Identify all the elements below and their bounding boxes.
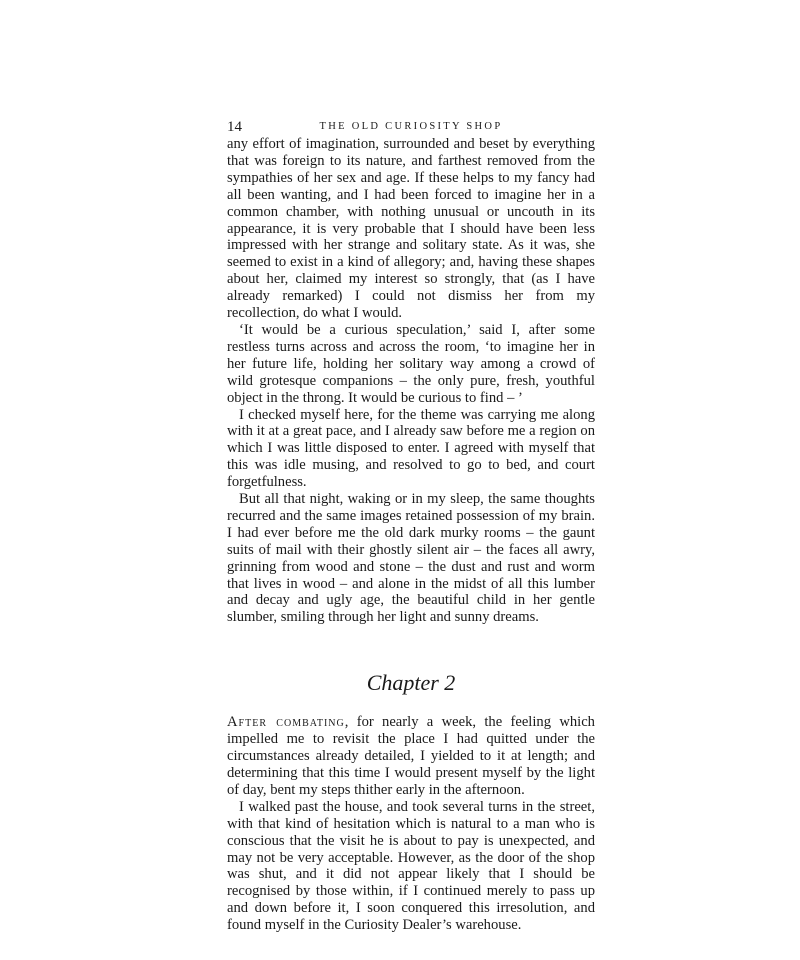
opening-smallcaps: After combating [227,714,345,731]
paragraph: I walked past the house, and took several turns in the street, with that kind of hesitation which is natural to a man who is conscious that the visit he is about to pay is unexpected, and may not be very acceptable. However, as the door of the shop was shut, and it did not appear likely that I should be recognised by those within, if I continued merely to pass up and down before it, I soon conquered this irresolution, and found myself in the Curiosity Dealer’s warehouse. [227,798,595,934]
opening-text: , for nearly a week, the feeling which impelled me to revisit the place I had quitted under the circumstances already detailed, I yielded to it at length; and determining that this time I would present myself by the light of day, bent my steps thither early in the afternoon. [227,714,595,798]
paragraph: ‘It would be a curious speculation,’ said I, after some restless turns across and across the room, ‘to imagine her in her future life, holding her solitary way among a crowd of wild grotesque companions – the only pure, fresh, youthful object in the throng. It would be curious to find – ’ [227,321,595,406]
chapter-title: Chapter 2 [366,670,456,696]
running-head [227,118,595,136]
chapter-opening-paragraph [227,714,595,799]
paragraph: any effort of imagination, surrounded and beset by everything that was foreign to its nature, and farthest removed from the sympathies of her sex and age. If these helps to my fancy had all been wanting, and I had been forced to imagine her in a common chamber, with nothing unusual or uncouth in its appearance, it is very probable that I should have been less impressed with her strange and solitary state. As it was, she seemed to exist in a kind of allegory; and, having these shapes about her, claimed my interest so strongly, that (as I have already remarked) I could not dismiss her from my recollection, do what I would. [227,136,595,322]
paragraph: But all that night, waking or in my sleep, the same thoughts recurred and the same images retained possession of my brain. I had ever before me the old dark murky rooms – the gaunt suits of mail with their ghostly silent air – the faces all awry, grinning from wood and stone – the dust and rust and worm that lives in wood – and alone in the midst of all this lumber and decay and ugly age, the beautiful child in her gentle slumber, smiling through her light and sunny dreams. [227,491,595,626]
book-page [227,118,595,934]
book-title: THE OLD CURIOSITY SHOP [319,121,503,132]
page-number: 14 [227,119,242,135]
paragraph: I checked myself here, for the theme was carrying me along with it at a great pace, and I already saw before me a region on which I was little disposed to enter. I agreed with myself that this was idle musing, and resolved to go to bed, and court forgetfulness. [227,406,595,491]
